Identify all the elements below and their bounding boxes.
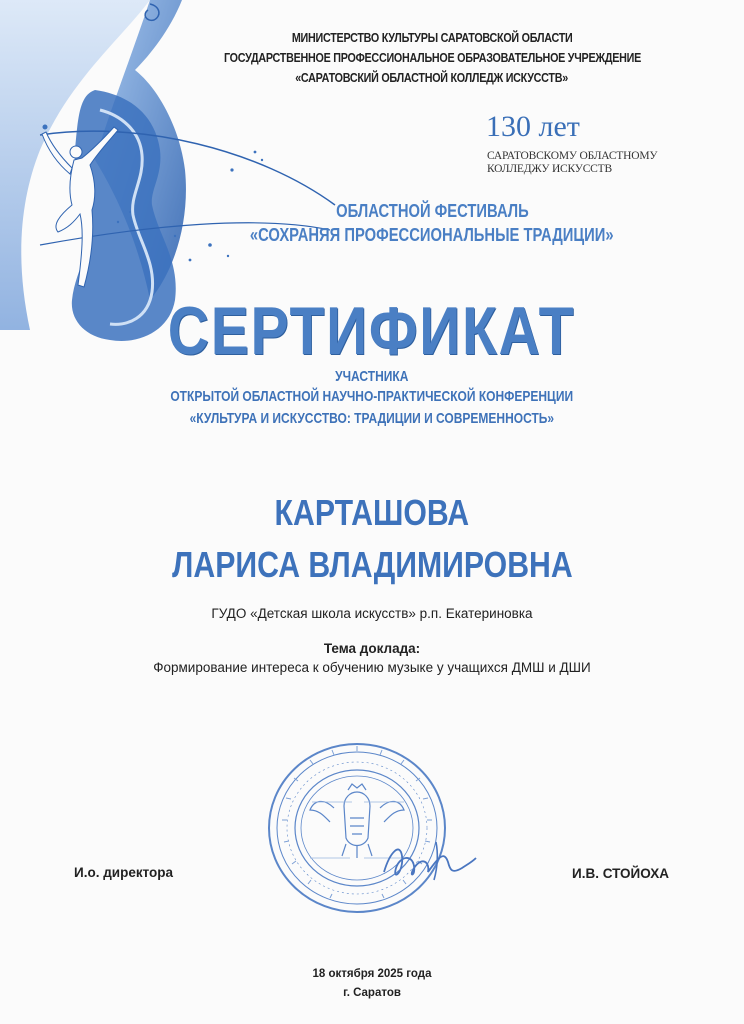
ministry-line: МИНИСТЕРСТВО КУЛЬТУРЫ САРАТОВСКОЙ ОБЛАСТИ [291, 31, 573, 45]
issue-city: г. Саратов [343, 987, 401, 999]
signatory-name: И.В. СТОЙОХА [572, 866, 669, 881]
festival-line-1: ОБЛАСТНОЙ ФЕСТИВАЛЬ [335, 201, 529, 221]
certificate-subtitle-1: УЧАСТНИКА [335, 368, 409, 385]
recipient-given-names: ЛАРИСА ВЛАДИМИРОВНА [171, 544, 573, 585]
signatory-role: И.о. директора [74, 865, 174, 880]
certificate-subtitle-2: ОТКРЫТОЙ ОБЛАСТНОЙ НАУЧНО-ПРАКТИЧЕСКОЙ КОНФЕРЕНЦИИ [170, 388, 574, 405]
certificate-subtitle-3: «КУЛЬТУРА И ИСКУССТВО: ТРАДИЦИИ И СОВРЕМЕННОСТЬ» [189, 410, 555, 427]
handwritten-signature-icon [378, 832, 478, 892]
institution-line: ГОСУДАРСТВЕННОЕ ПРОФЕССИОНАЛЬНОЕ ОБРАЗОВАТЕЛЬНОЕ УЧРЕЖДЕНИЕ [223, 51, 641, 65]
recipient-organization: ГУДО «Детская школа искусств» р.п. Екатериновка [211, 606, 533, 621]
report-topic-label: Тема доклада: [323, 641, 421, 656]
anniversary-line-1: САРАТОВСКОМУ ОБЛАСТНОМУ [487, 150, 658, 162]
certificate-title: СЕРТИФИКАТ [168, 293, 576, 369]
anniversary-number: 130 лет [486, 110, 580, 143]
recipient-surname: КАРТАШОВА [274, 492, 470, 533]
anniversary-line-2: КОЛЛЕДЖУ ИСКУССТВ [487, 163, 612, 175]
festival-line-2: «СОХРАНЯЯ ПРОФЕССИОНАЛЬНЫЕ ТРАДИЦИИ» [250, 225, 614, 245]
report-topic: Формирование интереса к обучению музыке у учащихся ДМШ и ДШИ [153, 660, 591, 675]
issue-date: 18 октября 2025 года [312, 968, 432, 980]
college-line: «САРАТОВСКИЙ ОБЛАСТНОЙ КОЛЛЕДЖ ИСКУССТВ» [295, 71, 569, 85]
